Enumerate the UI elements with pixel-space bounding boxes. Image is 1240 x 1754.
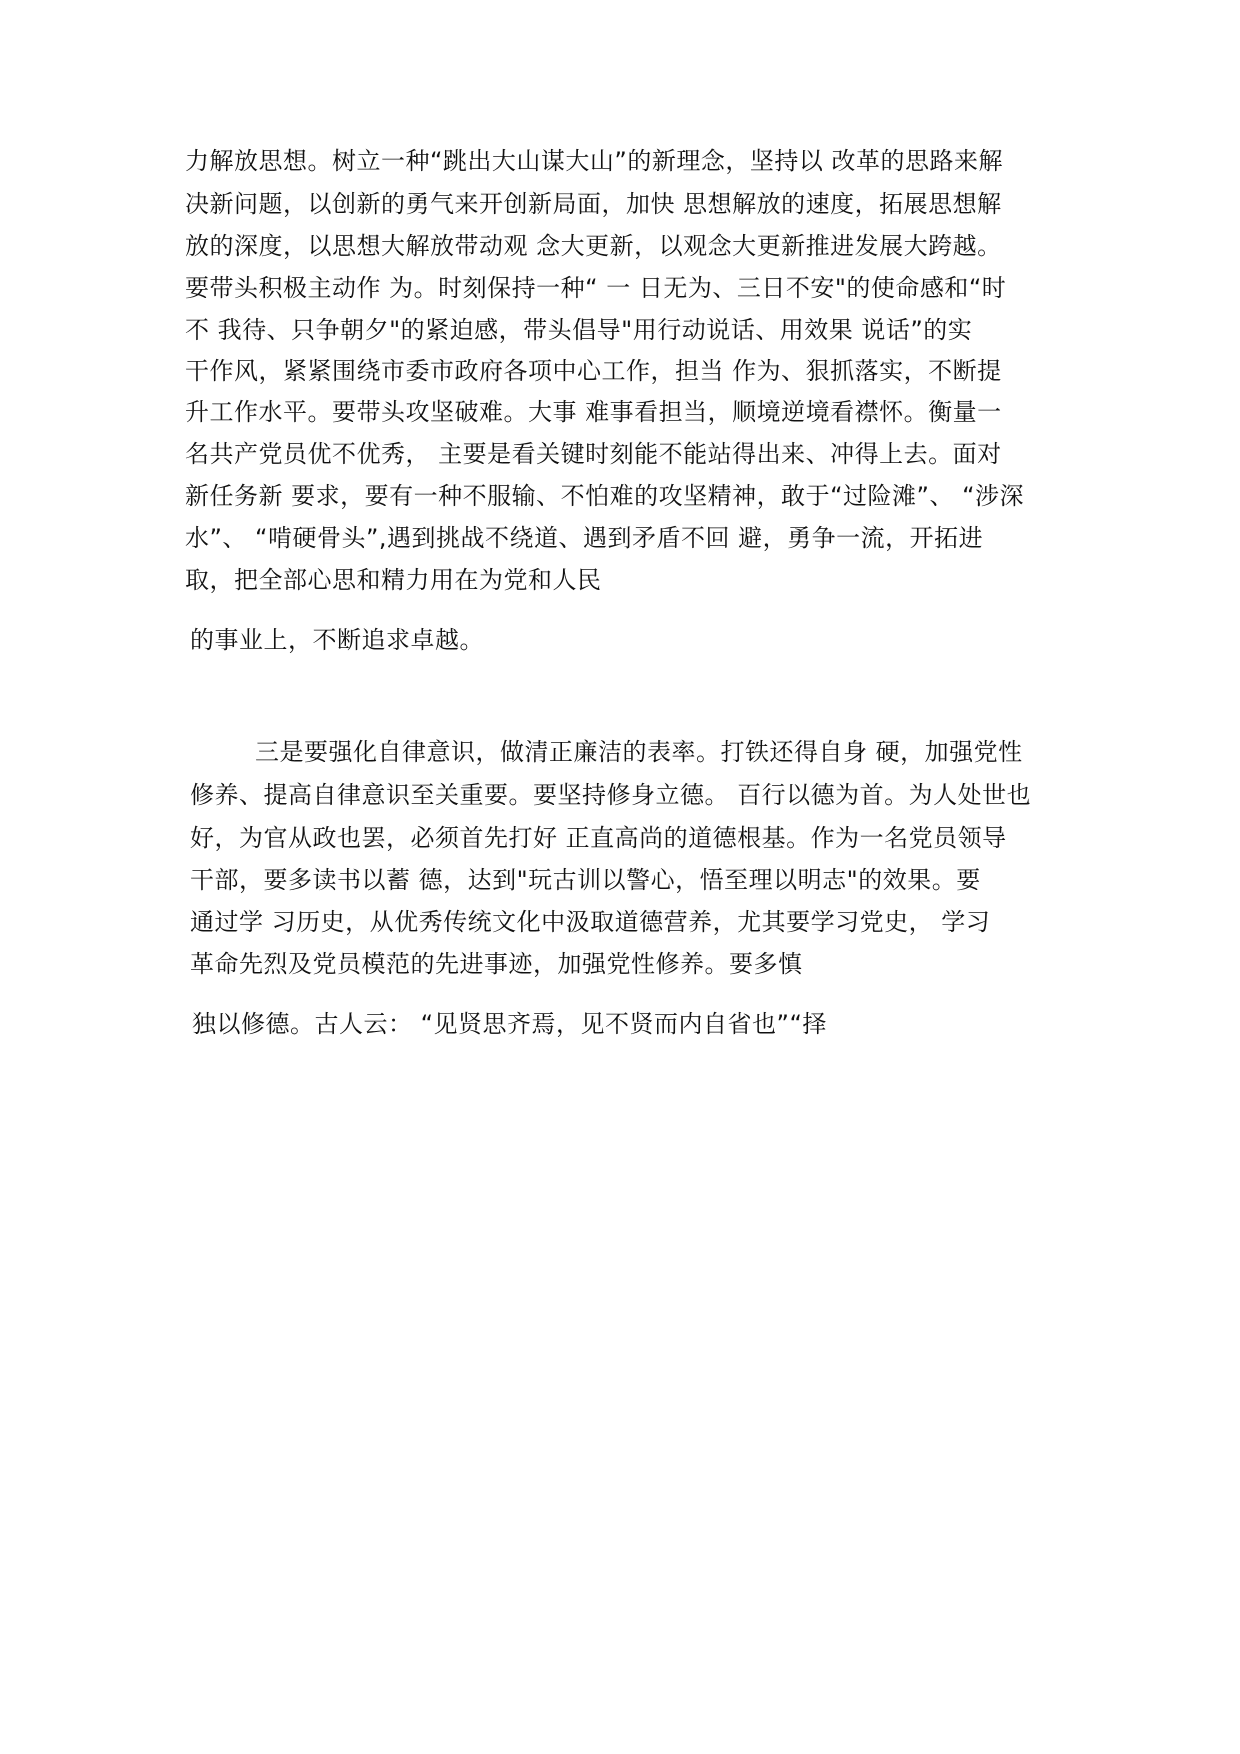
paragraph-2-line-4: 干部，要多读书以蓄 德，达到"玩古训以警心，悟至理以明志"的效果。要 (190, 866, 981, 894)
paragraph-1-line-6: 干作风，紧紧围绕市委市政府各项中心工作，担当 作为、狠抓落实，不断提 (185, 357, 1002, 385)
paragraph-2-line-2: 修养、提高自律意识至关重要。要坚持修身立德。 百行以德为首。为人处世也 (190, 781, 1032, 809)
paragraph-1-line-11: 取，把全部心思和精力用在为党和人民 (185, 566, 602, 594)
paragraph-2-line-5: 通过学 习历史，从优秀传统文化中汲取道德营养，尤其要学习党史， 学习 (190, 908, 991, 936)
paragraph-2-continuation: 独以修德。古人云： “见贤思齐焉，见不贤而内自省也”“择 (192, 1010, 827, 1038)
paragraph-1-line-7: 升工作水平。要带头攻坚破难。大事 难事看担当，顺境逆境看襟怀。衡量一 (185, 398, 1002, 426)
paragraph-1-line-2: 决新问题，以创新的勇气来开创新局面，加快 思想解放的速度，拓展思想解 (185, 190, 1002, 218)
paragraph-2-line-3: 好，为官从政也罢，必须首先打好 正直高尚的道德根基。作为一名党员领导 (190, 824, 1007, 852)
paragraph-1-line-8: 名共产党员优不优秀， 主要是看关键时刻能不能站得出来、冲得上去。面对 (185, 440, 1002, 468)
paragraph-1-line-1: 力解放思想。树立一种“跳出大山谋大山”的新理念，坚持以 改革的思路来解 (185, 147, 1003, 175)
paragraph-1-line-4: 要带头积极主动作 为。时刻保持一种“ 一 日无为、三日不安"的使命感和“时 (185, 274, 1007, 302)
paragraph-1-line-3: 放的深度，以思想大解放带动观 念大更新，以观念大更新推进发展大跨越。 (185, 232, 1002, 260)
paragraph-1-line-10: 水”、 “啃硬骨头”,遇到挑战不绕道、遇到矛盾不回 避，勇争一流，开拓进 (185, 524, 984, 552)
paragraph-2-line-6: 革命先烈及党员模范的先进事迹，加强党性修养。要多慎 (190, 950, 803, 978)
paragraph-2-line-1: 三是要强化自律意识，做清正廉洁的表率。打铁还得自身 硬，加强党性 (255, 738, 1023, 766)
paragraph-1-line-9: 新任务新 要求，要有一种不服输、不怕难的攻坚精神，敢于“过险滩”、 “涉深 (185, 482, 1025, 510)
paragraph-1-continuation: 的事业上，不断追求卓越。 (190, 626, 484, 654)
paragraph-1-line-5: 不 我待、只争朝夕"的紧迫感，带头倡导"用行动说话、用效果 说话”的实 (185, 316, 973, 344)
